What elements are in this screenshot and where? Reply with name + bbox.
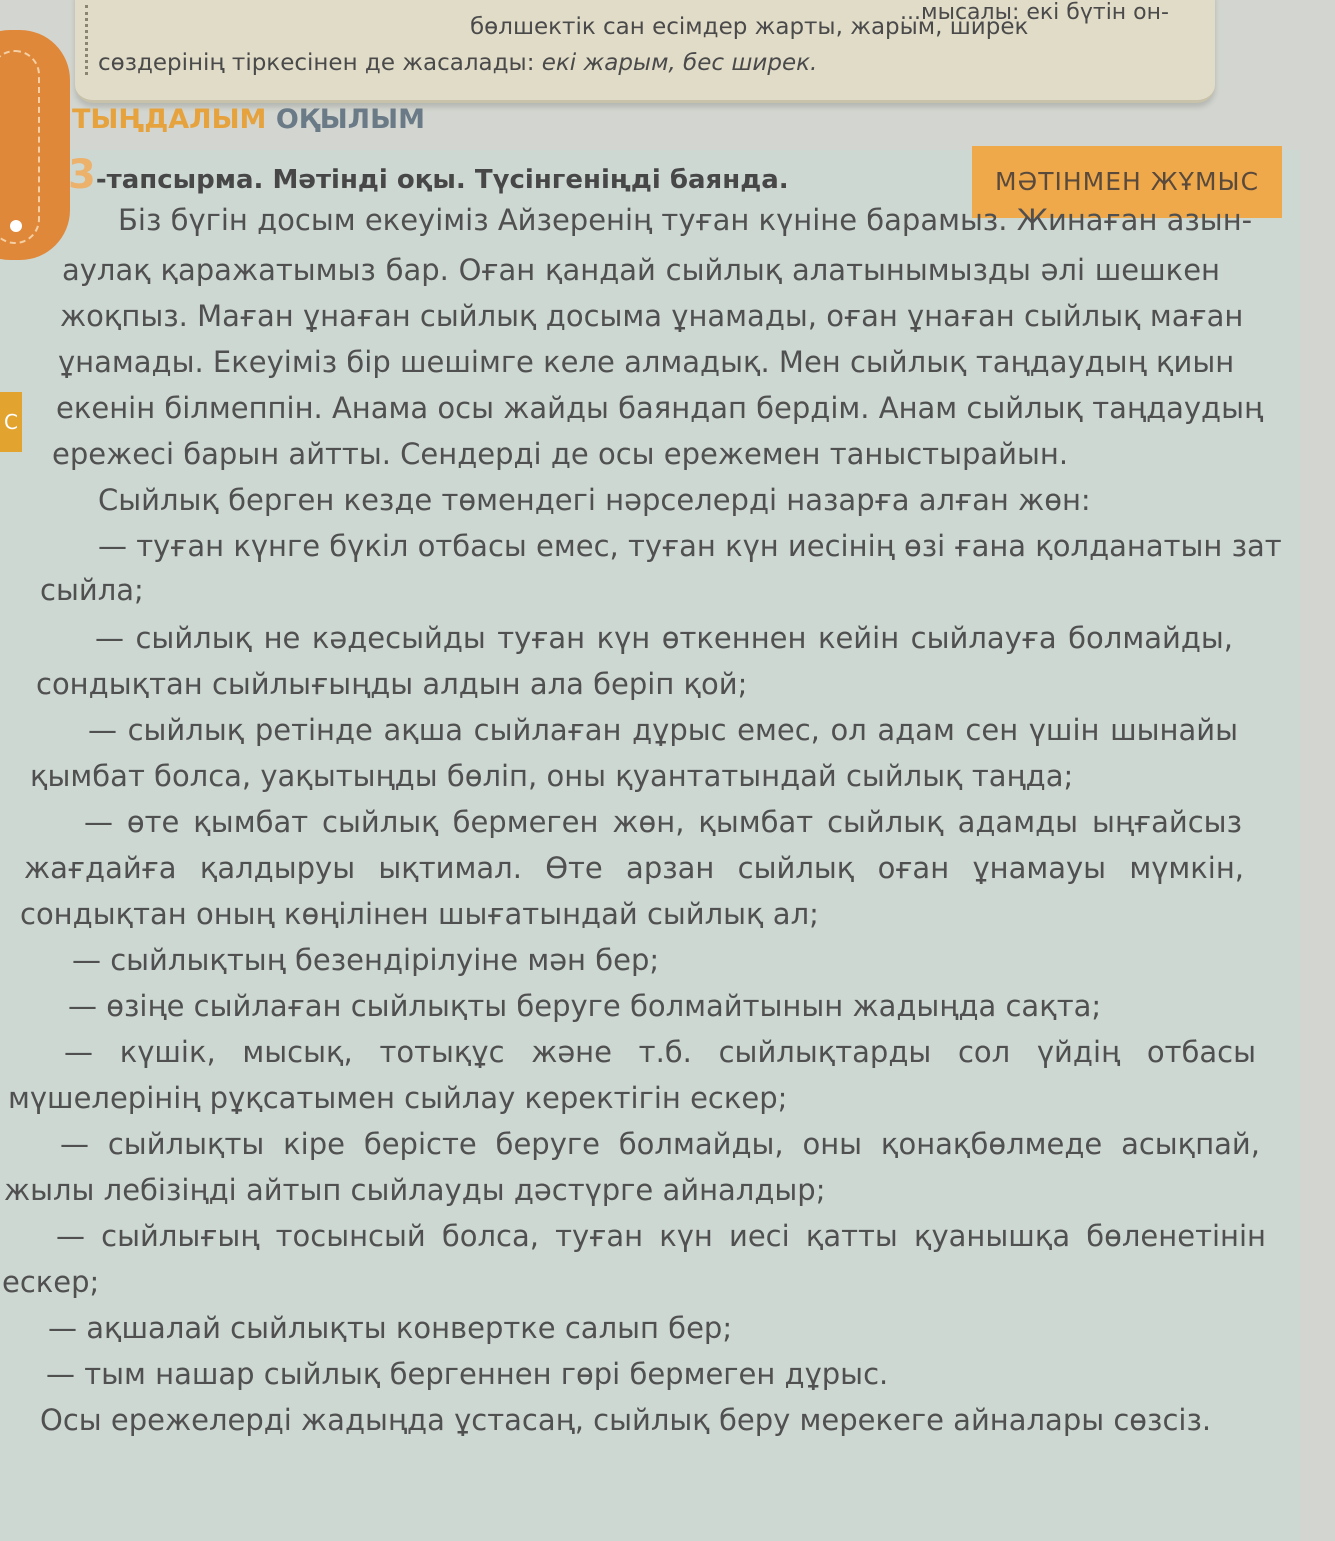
text-line: — күшік, мысық, тотықұс және т.б. сыйлықтарды сол үйдің отбасы xyxy=(64,1035,1256,1069)
note-line-1: ...мысалы: екі бүтін он- xyxy=(900,0,1169,25)
text-line: ұнамады. Екеуіміз бір шешімге келе алмадық. Мен сыйлық таңдаудың қиын xyxy=(58,345,1235,379)
note-line-2: бөлшектік сан есімдер жарты, жарым, ширек xyxy=(470,14,1029,40)
text-line: — ақшалай сыйлықты конвертке салып бер; xyxy=(48,1311,733,1345)
text-line: ескер; xyxy=(2,1265,100,1299)
text-line: Біз бүгін досым екеуіміз Айзеренің туған күніне барамыз. Жинаған азын- xyxy=(118,203,1253,237)
text-line: ережесі барын айтты. Сендерді де осы ережемен таныстырайын. xyxy=(52,437,1069,471)
text-line: — өзіңе сыйлаған сыйлықты беруге болмайтынын жадыңда сақта; xyxy=(68,989,1102,1023)
text-line: — сыйлық не кәдесыйды туған күн өткеннен кейін сыйлауға болмайды, xyxy=(95,621,1233,655)
text-line: — өте қымбат сыйлық бермеген жөн, қымбат сыйлық адамды ыңғайсыз xyxy=(84,805,1242,839)
text-work-badge: МӘТІНМЕН ЖҰМЫС xyxy=(972,146,1282,218)
section-listening: ТЫҢДАЛЫМ xyxy=(72,104,267,135)
text-line: Сыйлық берген кезде төмендегі нәрселерді назарға алған жөн: xyxy=(98,483,1091,517)
text-line: — сыйлықтың безендірілуіне мән бер; xyxy=(72,943,660,977)
text-line: сондықтан сыйлығыңды алдын ала беріп қой; xyxy=(36,667,748,701)
text-line: — сыйлығың тосынсый болса, туған күн иесі қатты қуанышқа бөленетінін xyxy=(56,1219,1266,1253)
task-heading xyxy=(68,152,789,198)
text-line: жағдайға қалдыруы ықтимал. Өте арзан сыйлық оған ұнамауы мүмкін, xyxy=(24,851,1244,885)
section-heading xyxy=(72,104,425,135)
text-line: сондықтан оның көңілінен шығатындай сыйлық ал; xyxy=(20,897,819,931)
text-line: Осы ережелерді жадыңда ұстасаң, сыйлық беру мерекеге айналары сөзсіз. xyxy=(40,1403,1212,1437)
text-line: жылы лебізіңді айтып сыйлауды дәстүрге айналдыр; xyxy=(4,1173,826,1207)
stitch-decoration xyxy=(0,50,40,244)
text-line: — туған күнге бүкіл отбасы емес, туған күн иесінің өзі ғана қолданатын зат xyxy=(98,529,1282,563)
orange-decoration xyxy=(0,30,70,260)
text-line: қымбат болса, уақытыңды бөліп, оны қуантатындай сыйлық таңда; xyxy=(30,759,1074,793)
white-dot xyxy=(10,220,22,232)
text-line: — сыйлықты кіре берісте беруге болмайды, оны қонақбөлмеде асықпай, xyxy=(60,1127,1260,1161)
text-line: жоқпыз. Маған ұнаған сыйлық досыма ұнамады, оған ұнаған сыйлық маған xyxy=(60,299,1244,333)
note-line-3-plain: сөздерінің тіркесінен де жасалады: xyxy=(98,50,542,76)
text-line: — тым нашар сыйлық бергеннен гөрі бермеген дұрыс. xyxy=(46,1357,889,1391)
text-line: мүшелерінің рұқсатымен сыйлау керектігін ескер; xyxy=(8,1081,788,1115)
side-tab: С xyxy=(0,392,22,452)
text-line: екенін білмеппін. Анама осы жайды баяндап бердім. Анам сыйлық таңдаудың xyxy=(56,391,1264,425)
text-line: аулақ қаражатымыз бар. Оған қандай сыйлық алатынымызды әлі шешкен xyxy=(62,253,1220,287)
task-title: -тапсырма. Мәтінді оқы. Түсінгеніңді баянда. xyxy=(95,165,789,195)
text-line: — сыйлық ретінде ақша сыйлаған дұрыс емес, ол адам сен үшін шынайы xyxy=(88,713,1238,747)
task-number: 3 xyxy=(68,152,96,198)
section-reading: ОҚЫЛЫМ xyxy=(275,104,425,135)
note-line-3 xyxy=(98,50,817,76)
text-line: сыйла; xyxy=(40,573,144,607)
note-line-3-example: екі жарым, бес ширек. xyxy=(541,50,818,76)
dotted-border xyxy=(85,5,88,75)
